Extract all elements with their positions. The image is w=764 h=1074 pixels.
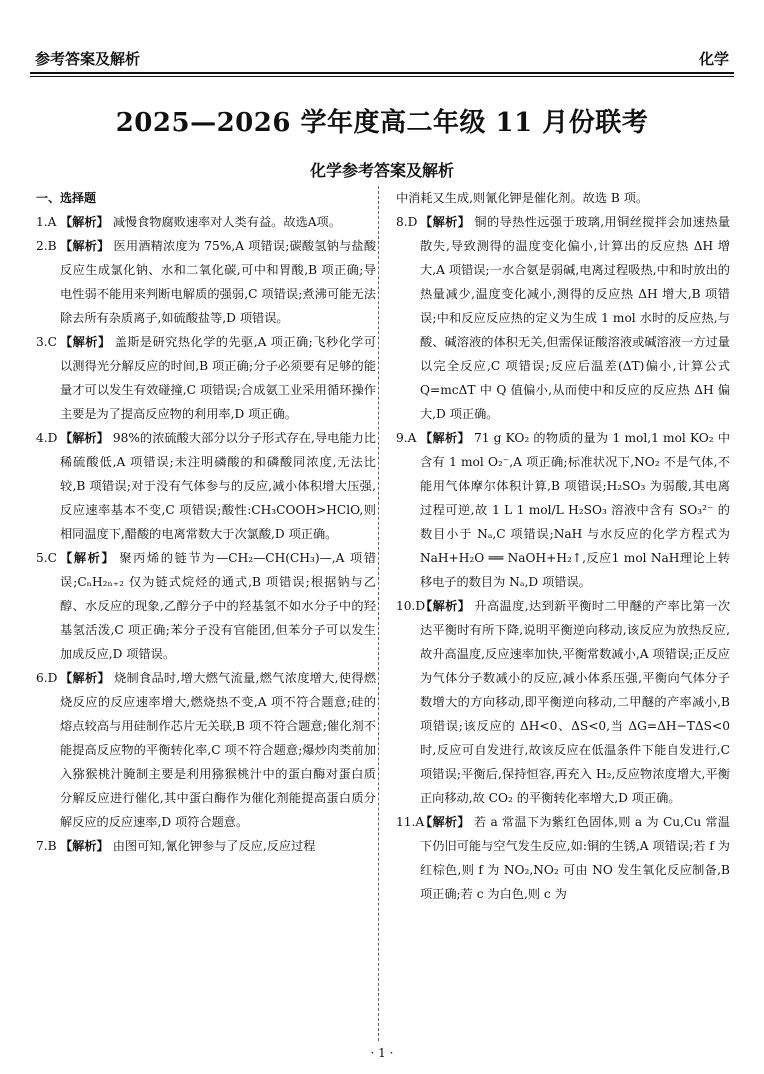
analysis-tag: 【解析】 xyxy=(60,839,109,853)
header-rule-thin xyxy=(30,76,734,77)
analysis-text: 铜的导热性远强于玻璃,用铜丝搅拌会加速热量散失,导致测得的温度变化偏小,计算出的反应热 ΔH 增大,A 项错误;一水合氨是弱碱,电离过程吸热,中和时放出的热量减少,温度变化减小,测得的反应热 ΔH 增大,B 项错误;中和反应反应热的定义为生成 1 mol 水时的反应热,与酸、碱溶液的体积无关,但需保证酸溶液或碱溶液一方过量以完全反应,C 项错误;反应后温差(ΔT)偏小,计算公式 Q=mcΔT 中 Q 值偏小,从而使中和反应的反应热 ΔH 偏大,D 项正确。 xyxy=(420,215,731,421)
analysis-tag: 【解析】 xyxy=(420,431,470,445)
answer-number: 11.A xyxy=(396,815,425,829)
answer-number: 10.D xyxy=(396,599,426,613)
answer-number: 7.B xyxy=(36,839,57,853)
header-rule-thick xyxy=(30,72,734,74)
answer-number: 5.C xyxy=(36,551,57,565)
answer-item xyxy=(396,210,730,426)
answer-item xyxy=(36,666,376,834)
analysis-text: 减慢食物腐败速率对人类有益。故选A项。 xyxy=(112,215,341,229)
analysis-text: 98%的浓硫酸大部分以分子形式存在,导电能力比稀硫酸低,A 项错误;未注明磷酸的和磷酸同浓度,无法比较,B 项错误;对于没有气体参与的反应,减小体积增大压强,反应速率基本不变,C 项错误;酸性:CH₃COOH>HClO,则相同温度下,醋酸的电离常数大于次氯酸,D 项正确。 xyxy=(60,431,376,541)
analysis-tag: 【解析】 xyxy=(60,671,110,685)
analysis-text: 由图可知,氰化钾参与了反应,反应过程 xyxy=(112,839,316,853)
answer-item xyxy=(396,810,730,906)
right-column xyxy=(396,186,730,906)
header-subject-label: 化学 xyxy=(698,50,729,68)
analysis-text: 医用酒精浓度为 75%,A 项错误;碳酸氢钠与盐酸反应生成氯化钠、水和二氧化碳,可中和胃酸,B 项正确;导电性弱不能用来判断电解质的强弱,C 项错误;煮沸可能无法除去所有杂质离子,如硫酸盐等,D 项错误。 xyxy=(60,239,377,325)
answer-number: 3.C xyxy=(36,335,57,349)
analysis-tag: 【解析】 xyxy=(60,215,109,229)
document-subtitle: 化学参考答案及解析 xyxy=(309,161,454,180)
answer-number: 4.D xyxy=(36,431,58,445)
continued-text: 中消耗又生成,则氰化钾是催化剂。故选 B 项。 xyxy=(396,191,649,205)
answer-item xyxy=(36,546,376,666)
analysis-text: 71 g KO₂ 的物质的量为 1 mol,1 mol KO₂ 中含有 1 mol O₂⁻,A 项正确;标准状况下,NO₂ 不是气体,不能用气体摩尔体积计算,B 项错误;H₂SO₃ 为弱酸,其电离过程可逆,故 1 L 1 mol/L H₂SO₃ 溶液中含有 SO₃²⁻ 的数目小于 Nₐ,C 项错误;NaH 与水反应的化学方程式为 NaH+H₂O ══ NaOH+H₂↑,反应1 mol NaH理论上转移电子的数目为 Nₐ,D 项错误。 xyxy=(420,431,731,589)
answer-number: 2.B xyxy=(36,239,57,253)
answer-item xyxy=(36,834,376,858)
answer-number: 8.D xyxy=(396,215,418,229)
answer-item xyxy=(36,234,376,330)
section-heading: 一、选择题 xyxy=(36,191,97,205)
document-title: 2025—2026 学年度高二年级 11 月份联考 xyxy=(115,108,649,138)
analysis-tag: 【解析】 xyxy=(420,215,471,229)
analysis-tag: 【解析】 xyxy=(60,551,116,565)
analysis-text: 聚丙烯的链节为—CH₂—CH(CH₃)—,A 项错误;CₙH₂ₙ₊₂ 仅为链式烷烃的通式,B 项错误;根据钠与乙醇、水反应的现象,乙醇分子中的羟基氢不如水分子中的羟基氢活泼,C 项正确;苯分子没有官能团,但苯分子可以发生加成反应,D 项错误。 xyxy=(60,551,376,661)
left-column xyxy=(36,186,376,858)
answer-item xyxy=(36,426,376,546)
answer-item xyxy=(36,330,376,426)
header-left-label: 参考答案及解析 xyxy=(35,50,141,68)
answer-item xyxy=(396,594,730,810)
analysis-tag: 【解析】 xyxy=(420,599,471,613)
answer-number: 9.A xyxy=(396,431,417,445)
analysis-tag: 【解析】 xyxy=(60,335,111,349)
column-divider xyxy=(378,186,379,1041)
answer-number: 6.D xyxy=(36,671,58,685)
answer-item xyxy=(36,210,376,234)
left-answer-list xyxy=(36,210,376,858)
answer-number: 1.A xyxy=(36,215,57,229)
analysis-tag: 【解析】 xyxy=(60,431,109,445)
analysis-text: 烧制食品时,增大燃气流量,燃气浓度增大,使得燃烧反应的反应速率增大,燃烧热不变,A 项不符合题意;硅的熔点较高与用硅制作芯片无关联,B 项不符合题意;催化剂不能提高反应物的平衡转化率,C 项不符合题意;爆炒肉类前加入猕猴桃汁腌制主要是利用猕猴桃汁中的蛋白酶对蛋白质分解反应进行催化,其中蛋白酶作为催化剂能提高蛋白质分解反应的反应速率,D 项符合题意。 xyxy=(60,671,377,829)
analysis-tag: 【解析】 xyxy=(420,815,470,829)
analysis-text: 升高温度,达到新平衡时二甲醚的产率比第一次达平衡时有所下降,说明平衡逆向移动,该反应为放热反应,故升高温度,反应速率加快,平衡常数减小,A 项错误;正反应为气体分子数减小的反应,减小体系压强,平衡向气体分子数增大的方向移动,即平衡逆向移动,二甲醚的产率减小,B 项错误;该反应的 ΔH<0、ΔS<0,当 ΔG=ΔH−TΔS<0 时,反应可自发进行,故该反应在低温条件下能自发进行,C 项错误;平衡后,保持恒容,再充入 H₂,反应物浓度增大,平衡正向移动,故 CO₂ 的平衡转化率增大,D 项正确。 xyxy=(420,599,731,805)
right-answer-list xyxy=(396,210,730,906)
answer-item xyxy=(396,426,730,594)
analysis-text: 若 a 常温下为紫红色固体,则 a 为 Cu,Cu 常温下仍旧可能与空气发生反应,如:铜的生锈,A 项错误;若 f 为红棕色,则 f 为 NO₂,NO₂ 可由 NO 发生氧化反应制备,B 项正确;若 c 为白色,则 c 为 xyxy=(420,815,730,901)
page-header xyxy=(30,46,734,74)
analysis-tag: 【解析】 xyxy=(60,239,110,253)
analysis-text: 盖斯是研究热化学的先驱,A 项正确;飞秒化学可以测得光分解反应的时间,B 项正确;分子必须要有足够的能量才可以发生有效碰撞,C 项错误;合成氨工业采用循环操作主要是为了提高反应物的利用率,D 项正确。 xyxy=(60,335,377,421)
page-number: · 1 · xyxy=(370,1046,394,1060)
